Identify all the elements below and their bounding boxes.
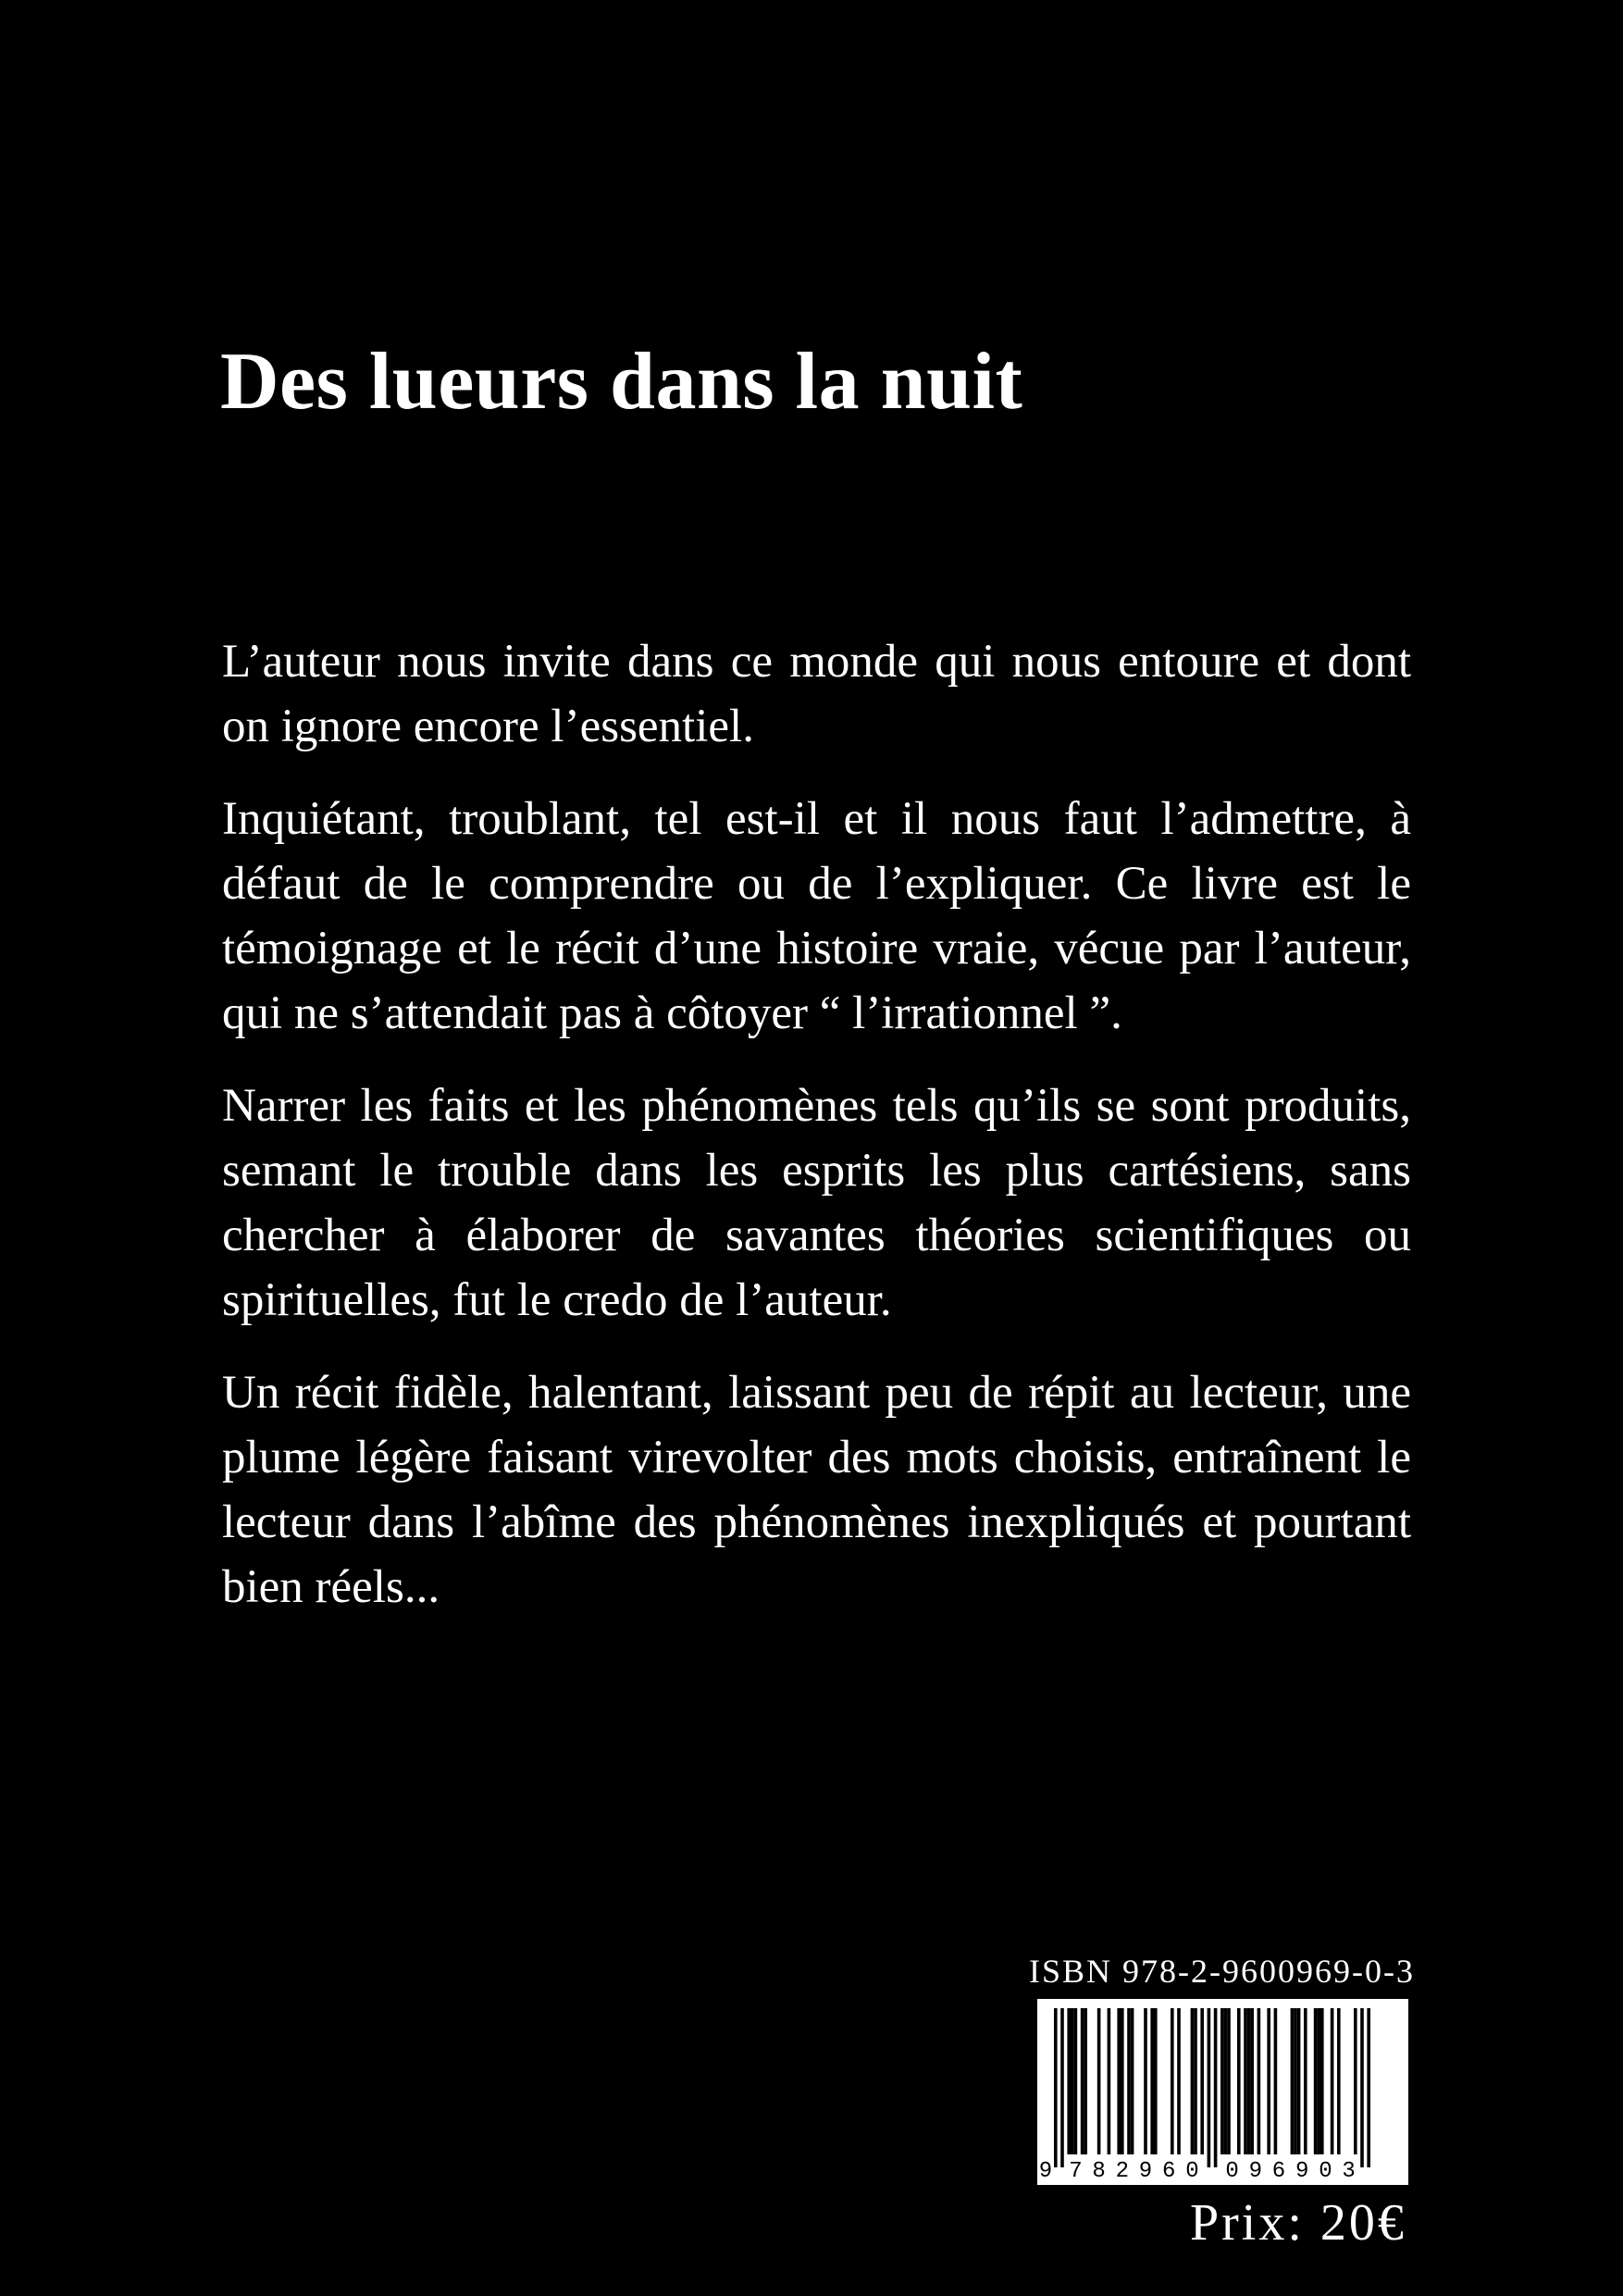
barcode-bar: [1247, 2008, 1251, 2154]
barcode-bar: [1274, 2008, 1278, 2154]
back-cover-blurb: [222, 629, 1411, 1647]
barcode-bar: [1220, 2008, 1224, 2154]
barcode-digit: 9: [1138, 2159, 1153, 2184]
barcode-digit: 8: [1092, 2159, 1106, 2184]
barcode-bar: [1244, 2008, 1247, 2154]
isbn-label: ISBN 978-2-9600969-0-3: [1029, 1953, 1415, 1990]
barcode-bar: [1214, 2008, 1218, 2167]
barcode-digit: 0: [1185, 2159, 1199, 2184]
barcode-bar: [1250, 2008, 1254, 2154]
barcode-bar: [1367, 2008, 1370, 2167]
barcode-bar: [1258, 2008, 1261, 2154]
barcode-bar: [1304, 2008, 1307, 2154]
barcode-bar: [1177, 2008, 1181, 2154]
barcode-bar: [1150, 2008, 1154, 2154]
barcode-digit: 6: [1271, 2159, 1286, 2184]
barcode-bar: [1354, 2008, 1357, 2154]
barcode-bar: [1297, 2008, 1301, 2154]
barcode-bar: [1317, 2008, 1320, 2154]
blurb-paragraph-3: Narrer les faits et les phénomènes tels qu’ils se sont produits, semant le trouble dans les esprits les plus cartésiens, sans chercher à élaborer de savantes théories scientifiques ou spirituelles, fut le credo de l’auteur.: [222, 1080, 1411, 1326]
barcode-bar: [1081, 2008, 1084, 2154]
barcode-bar: [1171, 2008, 1174, 2154]
barcode-bar: [1191, 2008, 1195, 2154]
barcode-digit: 0: [1225, 2159, 1239, 2184]
barcode-bar: [1360, 2008, 1364, 2167]
barcode-bar: [1074, 2008, 1078, 2154]
barcode-graphic: [1037, 1999, 1408, 2185]
barcode-bar: [1224, 2008, 1228, 2154]
barcode-bar: [1117, 2008, 1121, 2154]
barcode-bar: [1331, 2008, 1334, 2154]
barcode-bar: [1144, 2008, 1147, 2154]
barcode-bar: [1200, 2008, 1204, 2154]
barcode-bar: [1337, 2008, 1341, 2154]
book-title: Des lueurs dans la nuit: [220, 337, 1023, 427]
barcode-bar: [1320, 2008, 1324, 2154]
barcode-bar: [1267, 2008, 1270, 2154]
barcode-digit: 0: [1319, 2159, 1332, 2184]
barcode-bar: [1208, 2008, 1211, 2167]
barcode-bar: [1097, 2008, 1101, 2154]
barcode-digit: 6: [1161, 2159, 1176, 2184]
barcode-bar: [1067, 2008, 1071, 2154]
barcode-bar: [1071, 2008, 1074, 2154]
barcode-digit: 3: [1342, 2159, 1356, 2184]
barcode-digit: 2: [1115, 2159, 1130, 2184]
barcode-bar: [1060, 2008, 1064, 2167]
barcode-bar: [1194, 2008, 1197, 2154]
barcode-bar: [1127, 2008, 1131, 2154]
price-label: Prix: 20€: [1190, 2194, 1406, 2252]
barcode-digit: 7: [1069, 2159, 1083, 2184]
barcode-bar: [1154, 2008, 1158, 2154]
barcode-digit: 9: [1038, 2159, 1053, 2184]
barcode-bar: [1121, 2008, 1124, 2154]
barcode-bar: [1131, 2008, 1134, 2154]
barcode-bar: [1227, 2008, 1231, 2154]
barcode-bar: [1291, 2008, 1295, 2154]
barcode-bar: [1237, 2008, 1241, 2154]
barcode-bar: [1294, 2008, 1297, 2154]
isbn-barcode: [1037, 1999, 1408, 2185]
barcode-bar: [1054, 2008, 1058, 2167]
barcode-bar: [1108, 2008, 1111, 2154]
barcode-bar: [1314, 2008, 1318, 2154]
blurb-paragraph-4: Un récit fidèle, halentant, laissant peu de répit au lecteur, une plume légère faisant virevolter des mots choisis, entraînent le lecteur dans l’abîme des phénomènes inexpliqués et pourtant bien réels...: [222, 1367, 1411, 1613]
barcode-bar: [1084, 2008, 1087, 2154]
barcode-digit: 9: [1248, 2159, 1263, 2184]
barcode-digit: 9: [1295, 2159, 1309, 2184]
blurb-paragraph-1: L’auteur nous invite dans ce monde qui nous entoure et dont on ignore encore l’essentiel.: [222, 636, 1411, 752]
blurb-paragraph-2: Inquiétant, troublant, tel est-il et il nous faut l’admettre, à défaut de le comprendre ou de l’expliquer. Ce livre est le témoignage et le récit d’une histoire vraie, vécue par l’auteur, qui ne s’attendait pas à côtoyer “ l’irrationnel ”.: [222, 793, 1411, 1039]
